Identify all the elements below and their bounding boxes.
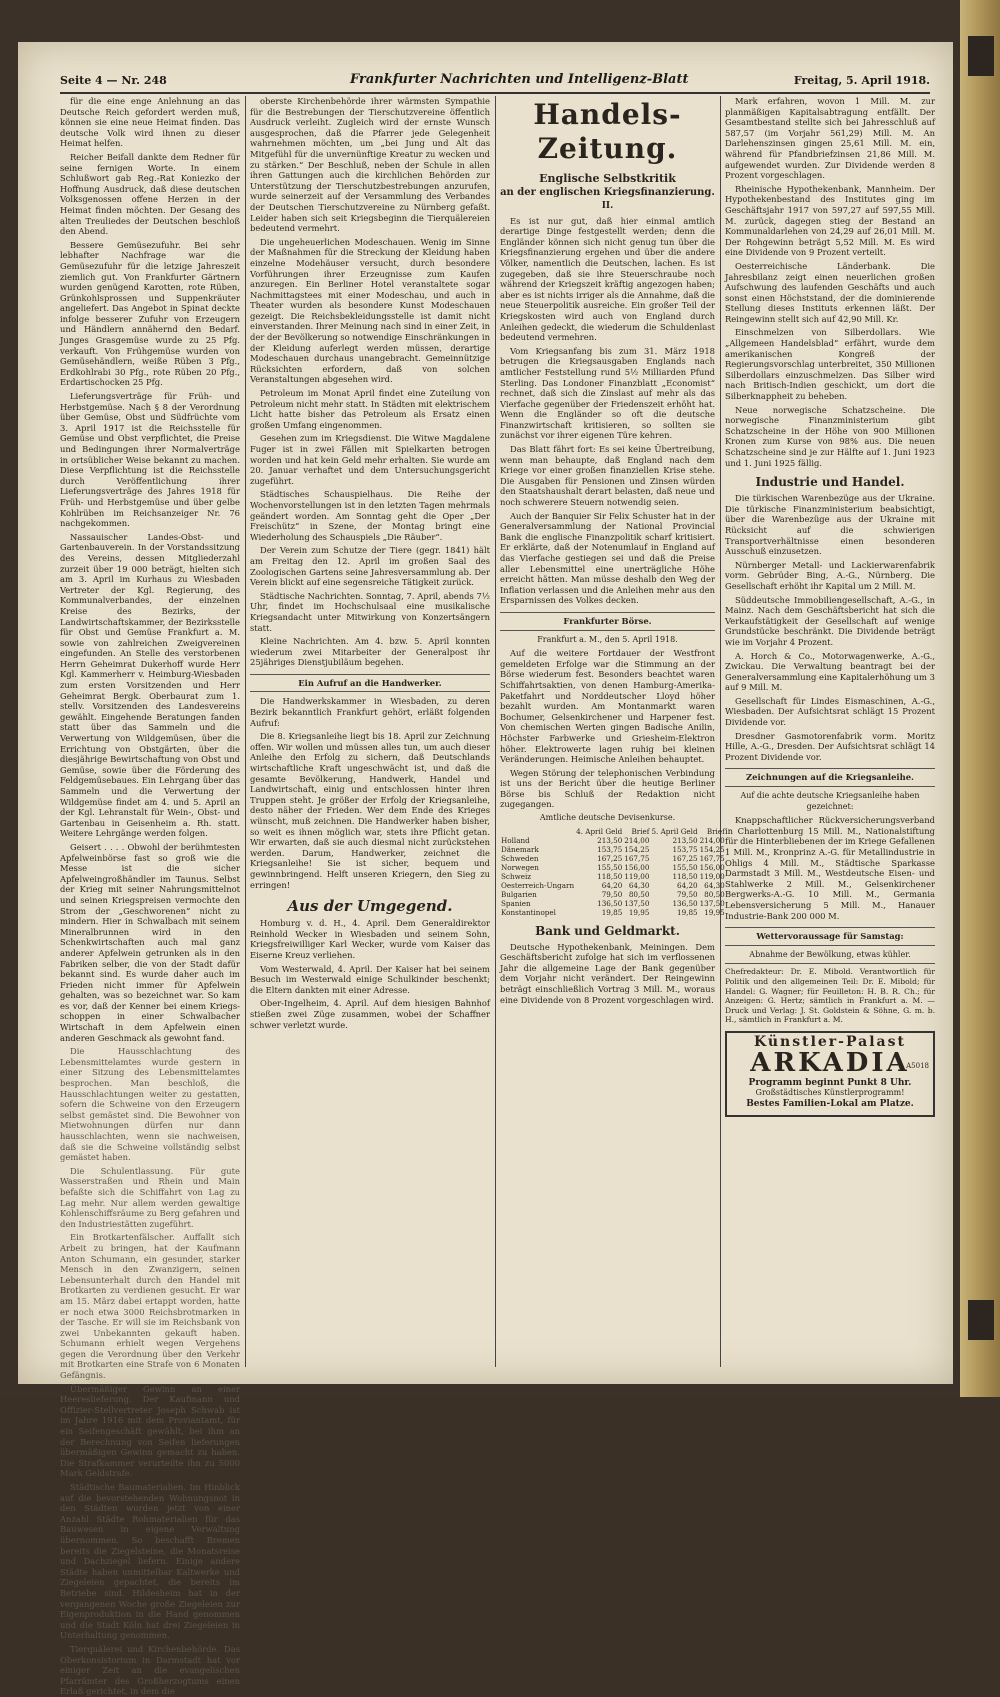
- column-3: [500, 96, 725, 1367]
- table-cell: 167,75: [624, 853, 650, 863]
- paragraph: A. Horch & Co., Motorwagenwerke, A.-G., Zwickau. Die Verwaltung beantragt bei der Generalversammlung eine Kapitalerhöhung um 3 auf 9 Mill. M.: [725, 650, 935, 693]
- page-number: Seite 4 — Nr. 248: [60, 74, 167, 87]
- paragraph: Kleine Nachrichten. Am 4. bzw. 5. April konnten wiederum zwei Mitarbeiter der Generalpost ihr 25jähriges Dienstjubiläum begehen.: [250, 636, 490, 668]
- paragraph: Auch der Banquier Sir Felix Schuster hat in der Generalversammlung der National Provincial Bank die englische Finanzpolitik scharf kritisiert. Er erklärte, daß der Notenumlauf in England auf das Vierfache gestiegen sei und daß die Preise aller Lebensmittel eine unerträgliche Höhe erreicht hätten. Man müsse deshalb den Weg der Inflation verlassen und die Anleihen mehr aus den Ersparnissen des Volkes decken.: [500, 510, 715, 606]
- column-2: [250, 96, 490, 1367]
- table-cell: Holland: [501, 835, 530, 845]
- paragraph: Die 8. Kriegsanleihe liegt bis 18. April zur Zeichnung offen. Wir wollen und müssen alles tun, um auch dieser Anleihe den Erfolg zu sichern, daß Deutschlands wirtschaftliche Kraft ungeschwächt ist, und daß die gesamte Bevölkerung, Handwerk, Handel und Landwirtschaft, einig und entschlossen hinter ihren Truppen steht. Je größer der Erfolg der Kriegsanleihe, desto näher der Frieden. Wer dem Ende des Krieges wünscht, muß zeichnen. Die Handwerker haben bisher, so weit es ihnen möglich war, stets ihre Pflicht getan. Wir erwarten, daß sie auch diesmal nicht zurückstehen werden. Darum, Handwerker, zeichnet die Kriegsanleihe! Sie ist sicher, bequem und gewinnbringend. Helft unseren Kriegern, den Sieg zu erringen!: [250, 731, 490, 890]
- table-cell: 64,20: [677, 880, 698, 890]
- table-row: [500, 863, 726, 872]
- paragraph: für die eine enge Anlehnung an das Deutsche Reich gefordert werden muß, können sie eine neue Heimat finden. Das deutsche Volk wird ihnen zu dieser Heimat helfen.: [60, 96, 240, 149]
- table-cell: 155,50: [597, 862, 623, 872]
- table-row: [500, 899, 726, 908]
- table-row: [500, 854, 726, 863]
- paragraph: Wegen Störung der telephonischen Verbindung ist uns der Bericht über die heutige Berliner Börse bis Schluß der Redaktion nicht zugegangen.: [500, 767, 715, 810]
- column-rule: [720, 96, 721, 1367]
- ad-headline: ARKADIA: [750, 1047, 910, 1078]
- table-row: [500, 908, 726, 917]
- binding-spine: [960, 0, 1000, 1397]
- table-cell: 213,50: [597, 835, 623, 845]
- column-1: [60, 96, 240, 1697]
- table-cell: 136,50: [597, 898, 623, 908]
- paragraph: Städtische Baumaterialien. Im Hinblick auf die bevorstehenden Wohnungsnot in den Städten wurden jetzt von einer Anzahl Städte Rohmaterialien für das Bauwesen in eigene Verwaltung übernommen. So beschafft Bremen bereits die Ziegelsteine, die Monatsreise und Dachziegel liefern. Einige andere Städte haben unmittelbar Kaltwerke und Ziegeleien gepachtet, die bereits im Betriebe sind. Hildesheim hat in der vergangenen Woche große Ziegeleien zur Eigenproduktion in die Hand genommen und die Stadt Köln hat drei Ziegeleien in Unterhaltung genommen.: [60, 1482, 240, 1641]
- table-row: [500, 836, 726, 845]
- dateline: Frankfurt a. M., den 5. April 1918.: [537, 634, 678, 644]
- table-row: [500, 845, 726, 854]
- table-cell: 118,50: [672, 871, 698, 881]
- table-cell: 119,00: [699, 871, 725, 881]
- table-cell: 155,50: [672, 862, 698, 872]
- table-header-cell: Brief: [706, 826, 725, 836]
- section-subheading: Auf die achte deutsche Kriegsanleihe haben gezeichnet:: [740, 791, 920, 811]
- ad-line: Bestes Familien-Lokal am Platze.: [746, 1098, 914, 1109]
- ad-line: Programm beginnt Punkt 8 Uhr.: [748, 1077, 912, 1088]
- table-cell: 154,25: [624, 844, 650, 854]
- paragraph: Deutsche Hypothekenbank, Meiningen. Dem Geschäftsbericht zufolge hat sich im verflossenen Jahr die allgemeine Lage der Bank gegenüber dem Vorjahr nicht verändert. Der Reingewinn beträgt einschließlich Vortrag 3 Mill. M., woraus eine Dividende von 8 Prozent vorgeschlagen wird.: [500, 941, 715, 1005]
- table-cell: 153,75: [597, 844, 623, 854]
- weather-forecast: Abnahme der Bewölkung, etwas kühler.: [749, 949, 911, 959]
- table-cell: Oesterreich-Ungarn: [501, 880, 575, 890]
- table-cell: 154,25: [699, 844, 725, 854]
- exchange-rate-table: [500, 827, 726, 917]
- table-cell: 19,95: [628, 907, 650, 917]
- table-cell: 137,50: [699, 898, 725, 908]
- table-cell: 167,75: [699, 853, 725, 863]
- paragraph: Mark erfahren, wovon 1 Mill. M. zur planmäßigen Kapitalsabtragung entfällt. Der Gesamtbestand stellte sich bei Jahresschluß auf 587,57 (im Vorjahr 561,29) Mill. M. An Darlehenszinsen gingen 25,61 Mill. M. ein, während für Pfandbriefzinsen 21,86 Mill. M. aufgewendet wurden. Zur Dividende werden 8 Prozent vorgeschlagen.: [725, 96, 935, 181]
- article-headline: Englische Selbstkritik: [539, 172, 676, 185]
- paragraph: Reicher Beifall dankte dem Redner für seine fernigen Worte. In einem Schlußwort gab Reg.-Rat Koniezko der Hoffnung Ausdruck, daß diese deutschen Volksgenossen offene Herzen in der Heimat finden möchten. Der Gesang des alten Treuliedes der Deutschen beschloß den Abend.: [60, 151, 240, 237]
- paragraph: Vom Kriegsanfang bis zum 31. März 1918 betrugen die Kriegsausgaben Englands nach amtlicher Feststellung rund 5½ Milliarden Pfund Sterling. Das Londoner Finanzblatt „Economist“ rechnet, daß sich die Zinslast auf mehr als das Vierfache gegenüber der Friedenszeit erhöht hat. Wenn die Engländer so oft die deutsche Finanzwirtschaft kritisieren, so sollten sie zunächst vor ihrer eigenen Türe kehren.: [500, 345, 715, 441]
- table-cell: 64,20: [601, 880, 623, 890]
- table-cell: 79,50: [601, 889, 623, 899]
- paragraph: Lieferungsverträge für Früh- und Herbstgemüse. Nach § 8 der Verordnung über Gemüse, Obst und Südfrüchte vom 3. April 1917 ist die Reichsstelle für Gemüse und Obst verpflichtet, die Preise und Bedingungen ihrer Normalverträge in ortsüblicher Weise bekannt zu machen. Diese Verpflichtung ist die Reichsstelle durch Veröffentlichung ihrer Lieferungsverträge des Jahres 1918 für Früh- und Herbstgemüse und über gelbe Kohlrüben im Reichsanzeiger Nr. 76 nachgekommen.: [60, 391, 240, 529]
- imprint: Chefredakteur: Dr. E. Mibold. Verantwortlich für Politik und den allgemeinen Teil: Dr. E. Mibold; für Handel: G. Wagner; für Feuilleton: H. B. R. Ch.; für Anzeigen: G. Hertz; sämtlich in Frankfurt a. M. — Druck und Verlag: J. St. Goldstein & Söhne, G. m. b. H., sämtlich in Frankfurt a. M.: [725, 963, 935, 1025]
- paragraph: Die Schulentlassung. Für gute Wasserstraßen und Rhein und Main befaßte sich die Schiffahrt von Lag zu Lag mehr. Nur allem werden gewaltige Kohlenschiffsräume zu Berg gefahren und den Industriestätten zugeführt.: [60, 1165, 240, 1229]
- column-4: [725, 96, 935, 1367]
- article-subheadline: an der englischen Kriegsfinanzierung.: [500, 187, 715, 198]
- paragraph: Bessere Gemüsezufuhr. Bei sehr lebhafter Nachfrage war die Gemüsezufuhr für die letzige Jahreszeit ziemlich gut. Von Frankfurter Gärtnern wurden genügend Karotten, rote Rüben, Grünkohlsprossen und Suppenkräuter angeliefert. Das Angebot in Spinat deckte infolge besserer Zufuhr von Erzeugern und Händlern annähernd den Bedarf. Junges Grasgemüse wurde zu 25 Pfg. verkauft. Von Frühgemüse wurden von Gemüsehändlern, weiße Rüben 3 Pfg., Erdkohlrabi 30 Pfg., rote Rüben 20 Pfg., Erdartischocken 25 Pfg.: [60, 239, 240, 388]
- paragraph: Das Blatt fährt fort: Es sei keine Übertreibung, wenn man behaupte, daß England nach dem Kriege vor einer großen finanziellen Krise stehe. Die Ausgaben für Pensionen und Zinsen würden den Staatshaushalt derart belasten, daß neue und noch schwerere Steuern notwendig seien.: [500, 444, 715, 508]
- paragraph: Städtische Nachrichten. Sonntag, 7. April, abends 7½ Uhr, findet im Hochschulsaal eine musikalische Kriegsandacht unter Mitwirkung von Konzertsängern statt.: [250, 590, 490, 633]
- table-cell: 214,00: [624, 835, 650, 845]
- table-header-cell: [500, 827, 575, 836]
- table-cell: Dänemark: [501, 844, 539, 854]
- ad-tag: A5018: [906, 1061, 929, 1070]
- paragraph: Es ist nur gut, daß hier einmal amtlich derartige Dinge festgestellt werden; denn die Engländer können sich nicht genug tun über die Kriegsfinanzierung ergehen und über die andere Völker, namentlich die Deutschen, lachen. Es ist zugegeben, daß sie ihre Steuerschraube noch während der Kriegszeit kräftig angezogen haben; aber es ist nichts irriger als die Annahme, daß die neue Steuerpolitik ausreiche. Ein großer Teil der Kriegskosten wird auch von England durch Anleihen gedeckt, die wiederum die Schuldenlast bedeutend vermehren.: [500, 215, 715, 343]
- advertisement: [725, 1031, 935, 1117]
- table-cell: 80,50: [704, 889, 725, 899]
- paragraph: Knappschaftlicher Rückversicherungsverband in Charlottenburg 15 Mill. M., Nationalstiftung für die Hinterbliebenen der im Kriege Gefallenen 1 Mill. M., Kronprinz A.-G. für Metallindustrie in Ohligs 4 Mill. M., Städtische Sparkasse Darmstadt 3 Mill. M., Westdeutsche Eisen- und Stahlwerke 2 Mill. M., Gelsenkirchener Bergwerks-A.-G. 10 Mill. M., Germania Lebensversicherung 5 Mill. M., Hanauer Industrie-Bank 200 000 M.: [725, 815, 935, 921]
- paragraph: Gesehen zum im Kriegsdienst. Die Witwe Magdalene Fuger ist in zwei Fällen mit Spielkarten betrogen worden und hat kein Geld mehr erhalten. Sie wurde am 20. Januar verhaftet und dem Untersuchungsgericht zugeführt.: [250, 433, 490, 486]
- issue-date: Freitag, 5. April 1918.: [793, 74, 930, 87]
- page-header: [60, 70, 930, 94]
- paragraph: Nassauischer Landes-Obst- und Gartenbauverein. In der Vorstandssitzung des Vereins, dessen Mitgliederzahl zurzeit über 19 000 beträgt, hielten sich am 3. April im Kurhaus zu Wiesbaden Vertreter der Kgl. Regierung, des Kommunalverbandes, der einzelnen Kreise des Bezirks, der Landwirtschaftskammer, der Bezirksstelle für Obst und Gemüse Frankfurt a. M. sowie von zahlreichen Zweigvereinen eingefunden. An Stelle des verstorbenen Herrn Geheimrat Dukerhoff wurde Herr Kgl. Kammerherr v. Heimburg-Wiesbaden zum ersten Vorsitzenden und Herr Geheimrat Bergk. Oberbaurat zum 1. stellv. Vorsitzenden des Landesvereins gewählt. Eingehende Beratungen fanden statt über das Sammeln und die Verwertung von Wildgemüsen, über die Errichtung von Obstgärten, über die diesjährige Bewirtschaftung von Obst und Gemüse, sowie über die Förderung des Feldgemüsebaues. Ein Lehrgang über das Sammeln und die Verwertung der Wildgemüse findet am 4. und 5. April an der Kgl. Lehranstalt für Wein-, Obst- und Gartenbau in Geisenheim a. Rh. statt. Weitere Lehrgänge werden folgen.: [60, 531, 240, 839]
- table-cell: 80,50: [628, 889, 650, 899]
- paragraph: Übermäßiger Gewinn an einer Heereslieferung. Der Kaufmann und Offizier-Stellvertreter Joseph Schwab ist im Jahre 1916 mit dem Proviantamt, für ein Seifengeschäft gewählt, bei ihm an der Berechnung von Seifen lieferungen übermäßigen Gewinn gemacht zu haben. Die Strafkammer verurteilte ihn zu 5000 Mark Geldstrafe.: [60, 1383, 240, 1479]
- table-cell: 214,00: [699, 835, 725, 845]
- binding-tab: [968, 1300, 994, 1340]
- section-title: Handels-Zeitung.: [533, 98, 682, 165]
- paragraph: Der Verein zum Schutze der Tiere (gegr. 1841) hält am Freitag den 12. April im großen Saal des Zoologischen Gartens seine Jahresversammlung ab. Der Verein blickt auf eine segensreiche Tätigkeit zurück.: [250, 545, 490, 588]
- table-cell: 118,50: [597, 871, 623, 881]
- paragraph: Gesellschaft für Lindes Eismaschinen, A.-G., Wiesbaden. Der Aufsichtsrat schlägt 15 Prozent Dividende vor.: [725, 695, 935, 728]
- table-cell: Schweden: [501, 853, 539, 863]
- paragraph: Die Handwerkskammer in Wiesbaden, zu deren Bezirk bekanntlich Frankfurt gehört, erläßt folgenden Aufruf:: [250, 696, 490, 728]
- table-cell: Spanien: [501, 898, 531, 908]
- column-rule: [495, 96, 496, 1367]
- paragraph: Einschmelzen von Silberdollars. Wie „Allgemeen Handelsblad“ erfährt, wurde dem amerikanischen Kongreß der Regierungsvorschlag unterbreitet, 350 Millionen Silberdollars einzuschmelzen. Das Silber wird nach Britisch-Indien geschickt, um dort die Silberknappheit zu beheben.: [725, 327, 935, 402]
- paragraph: Nürnberger Metall- und Lackierwarenfabrik vorm. Gebrüder Bing, A.-G., Nürnberg. Die Gesellschaft erhöht ihr Kapital um 2 Mill. M.: [725, 559, 935, 591]
- ad-line: Künstler-Palast: [754, 1033, 906, 1050]
- table-cell: 19,85: [601, 907, 623, 917]
- table-cell: 153,75: [672, 844, 698, 854]
- paragraph: Rheinische Hypothekenbank, Mannheim. Der Hypothekenbestand des Institutes ging im Geschäftsjahr 1917 von 597,27 auf 597,55 Mill. M. zurück, dagegen stieg der Bestand an Kommunaldarlehen von 24,29 auf 26,01 Mill. M. Der Rohgewinn beträgt 5,52 Mill. M. Es wird eine Dividende von 9 Prozent verteilt.: [725, 183, 935, 258]
- section-heading: Ein Aufruf an die Handwerker.: [250, 674, 490, 693]
- section-heading: Zeichnungen auf die Kriegsanleihe.: [725, 768, 935, 787]
- table-row: [500, 872, 726, 881]
- paragraph: Städtisches Schauspielhaus. Die Reihe der Wochenvorstellungen ist in den letzten Tagen mehrmals geändert worden. Am Sonntag geht die Oper „Der Freischütz“ in Szene, der Montag bringt eine Wiederholung des Schauspiels „Die Räuber“.: [250, 489, 490, 542]
- table-cell: Schweiz: [501, 871, 532, 881]
- paragraph: Neue norwegische Schatzscheine. Die norwegische Finanzministerium gibt Schatzscheine in der Höhe von 900 Millionen Kronen zum Kurse von 98% aus. Die neuen Schatzscheine sind je zur Hälfte auf 1. Juni 1923 und 1. Juni 1925 fällig.: [725, 404, 935, 468]
- table-cell: 213,50: [672, 835, 698, 845]
- paragraph: Oesterreichische Länderbank. Die Jahresbilanz zeigt einen neuerlichen großen Aufschwung des laufenden Geschäfts und auch sonst einen Höchststand, der die dominierende Stellung dieses Instituts erkennen läßt. Der Reingewinn stellt sich auf 42,90 Mill. Kr.: [725, 260, 935, 324]
- weather-heading: Wettervoraussage für Samstag:: [725, 927, 935, 946]
- binding-tab: [968, 36, 994, 76]
- masthead-title: Frankfurter Nachrichten und Intelligenz-Blatt: [350, 72, 689, 87]
- table-row: [500, 890, 726, 899]
- paragraph: Petroleum im Monat April findet eine Zuteilung von Petroleum nicht mehr statt. In Städten mit elektrischem Licht hatte bisher das Petroleum als Ersatz einen großen Umfang eingenommen.: [250, 388, 490, 430]
- table-cell: 167,25: [597, 853, 623, 863]
- paragraph: Dresdner Gasmotorenfabrik vorm. Moritz Hille, A.-G., Dresden. Der Aufsichtsrat schlägt 14 Prozent Dividende vor.: [725, 730, 935, 762]
- table-cell: 119,00: [624, 871, 650, 881]
- table-cell: Norwegen: [501, 862, 539, 872]
- table-cell: 136,50: [672, 898, 698, 908]
- table-cell: 156,00: [624, 862, 650, 872]
- table-cell: 64,30: [704, 880, 725, 890]
- paragraph: oberste Kirchenbehörde ihrer wärmsten Sympathie für die Bestrebungen der Tierschutzvereine öffentlich Ausdruck verleiht. Zugleich wird der ernste Wunsch ausgesprochen, daß die Pfarrer jede Gelegenheit wahrnehmen möchten, um „bei Jung und Alt das Mitgefühl für die unvernünftige Kreatur zu wecken und zu stärken.“ Der Beschluß, neben der Schule in allen ihren Gattungen auch die kirchlichen Behörden zur Unterstützung der Tierschutzbestrebungen anzurufen, wurde seinerzeit auf der Versammlung des Verbandes der Deutschen Tierschutzvereine zu Nürnberg gefaßt. Leider haben sich seit Kriegsbeginn die Tierquälereien bedeutend vermehrt.: [250, 96, 490, 234]
- table-title: Amtliche deutsche Devisenkurse.: [539, 813, 676, 823]
- paragraph: Homburg v. d. H., 4. April. Dem Generaldirektor Reinhold Wecker in Wiesbaden und seinem Sohn, Kriegsfreiwilliger Karl Wecker, wurde vom Kaiser das Eiserne Kreuz verliehen.: [250, 918, 490, 960]
- table-cell: Konstantinopel: [501, 907, 556, 917]
- table-cell: 19,85: [677, 907, 698, 917]
- section-heading: Bank und Geldmarkt.: [535, 923, 680, 938]
- table-cell: 19,95: [704, 907, 725, 917]
- paragraph: Die türkischen Warenbezüge aus der Ukraine. Die türkische Finanzministerium beabsichtigt, über die Warenbezüge aus der Ukraine mit Rücksicht auf die schwierigen Transportverhältnisse einen besonderen Ausschuß einzusetzen.: [725, 493, 935, 557]
- table-cell: 79,50: [677, 889, 698, 899]
- paragraph: Die Hausschlachtung des Lebensmittelamtes wurde gestern in einer Sitzung des Lebensmittelamtes besprochen. Man beschloß, die Hausschlachtungen weiter zu gestatten, sofern die Schweine von den Erzeugern selbst gemästet sind. Die Bewohner von Mietwohnungen dürfen nur dann hausschlachten, wenn sie nachweisen, daß sie die Schweine vollständig selbst gemästet haben.: [60, 1046, 240, 1163]
- table-header-cell: Brief: [631, 826, 650, 836]
- paragraph: Auf die weitere Fortdauer der Westfront gemeldeten Erfolge war die Stimmung an der Börse wiederum fest. Besonders beachtet waren Schiffahrtsaktien, von denen Hamburg-Amerika-Paketfahrt und Norddeutscher Lloyd höher bezahlt wurden. Am Montanmarkt waren Bochumer, Gelsenkirchener und Harpener fest. Von chemischen Werten gingen Badische Anilin, Höchster Farbwerke und Griesheim-Elektron höher. Elektrowerte lagen ruhig bei kleinen Veränderungen. Heimische Anleihen behauptet.: [500, 648, 715, 765]
- paragraph: Süddeutsche Immobiliengesellschaft, A.-G., in Mainz. Nach dem Geschäftsbericht hat sich die Verkaufstätigkeit der Gesellschaft auf wenige Grundstücke beschränkt. Die Dividende beträgt wie im Vorjahr 4 Prozent.: [725, 594, 935, 647]
- column-rule: [245, 96, 246, 1367]
- section-heading: Frankfurter Börse.: [500, 612, 715, 631]
- paragraph: Ein Brotkartenfälscher. Auffallt sich Arbeit zu bringen, hat der Kaufmann Anton Schumann, ein gesunder, starker Mensch in den Zwanzigern, seinen Lebensunterhalt durch den Handel mit Brotkarten zu verdienen gesucht. Er war am 15. März dabei ertappt worden, hatte er noch etwa 3000 Reichsbrotmarken in der Tasche. Er will sie im Reichsbank von zwei Unbekannten gekauft haben. Schumann erhielt wegen Vergehens gegen die Verordnung über den Verkehr mit Brotkarten eine Strafe von 6 Monaten Gefängnis.: [60, 1232, 240, 1381]
- table-header-cell: 4. April Geld: [576, 826, 623, 836]
- table-header-cell: 5. April Geld: [651, 826, 698, 836]
- article-part-number: II.: [601, 201, 614, 211]
- table-row: [500, 881, 726, 890]
- table-cell: 156,00: [699, 862, 725, 872]
- paragraph: Die ungeheuerlichen Modeschauen. Wenig im Sinne der Maßnahmen für die Streckung der Kleidung haben einzelne Modehäuser versucht, durch besondere Vorführungen ihrer Erzeugnisse zum Kaufen anzuregen. Ein Berliner Hotel veranstaltete sogar Nachmittagstees mit einer Modeschau, und auch in Theater wurden als besondere Kunst Modeschauen gezeigt. Die Reichsbekleidungsstelle ist damit nicht einverstanden. Ihrer Meinung nach sind in einer Zeit, in der der Bevölkerung so notwendige Einschränkungen in der Kleidung auferlegt werden müssen, derartige Modeschauen durchaus unangebracht. Gemeinnützige Rücksichten erfordern, daß von solchen Veranstaltungen abgesehen wird.: [250, 236, 490, 385]
- section-heading: Aus der Umgegend.: [287, 897, 453, 916]
- paragraph: Vom Westerwald, 4. April. Der Kaiser hat bei seinem Besuch im Westerwald einige Schulkinder beschenkt; die Eltern dankten mit einer Adresse.: [250, 963, 490, 995]
- table-cell: Bulgarien: [501, 889, 537, 899]
- paragraph: Geisert . . . . Obwohl der berühmtesten Apfelweinbörse fast so groß wie die Messe ist die sicher Apfelweingroßhändler im Taunus. Selbst der Krieg mit seiner Nahrungsmittelnot und seinen Kriegspreisen vermochte den Strom der „Geschworenen“ nicht zu mindern. Hier in Schwalbach mit seinem Mineralbrunnen wird in den Schenkwirtschaften auch mal ganz anderer Apfelwein getrunken als in den Fabriken selber, die von der Stadt dafür bekannt sind. Es wurde daher auch im Frieden nicht immer für Apfelwein gehalten, was so bezeichnet war. So kam es vor, daß der Kenner bei einem Kriegsschoppen in einer Schwalbacher Wirtschaft in dem Apfelwein einen anderen Geschmack als gewohnt fand.: [60, 841, 240, 1043]
- table-cell: 167,25: [672, 853, 698, 863]
- ad-line: Großstädtisches Künstlerprogramm!: [755, 1088, 905, 1098]
- paragraph: Tierquälerei und Kirchenbehörde. Das Oberkonsistorium in Darmstadt hat vor einiger Zeit an die evangelischen Pfarrämter des Großherzogtums einen Erlaß gerichtet, in dem die: [60, 1643, 240, 1697]
- paragraph: Ober-Ingelheim, 4. April. Auf dem hiesigen Bahnhof stießen zwei Züge zusammen, wobei der Schaffner schwer verletzt wurde.: [250, 998, 490, 1030]
- table-cell: 64,30: [628, 880, 650, 890]
- section-heading: Industrie und Handel.: [755, 475, 905, 490]
- table-cell: 137,50: [624, 898, 650, 908]
- table-header-row: [500, 827, 726, 836]
